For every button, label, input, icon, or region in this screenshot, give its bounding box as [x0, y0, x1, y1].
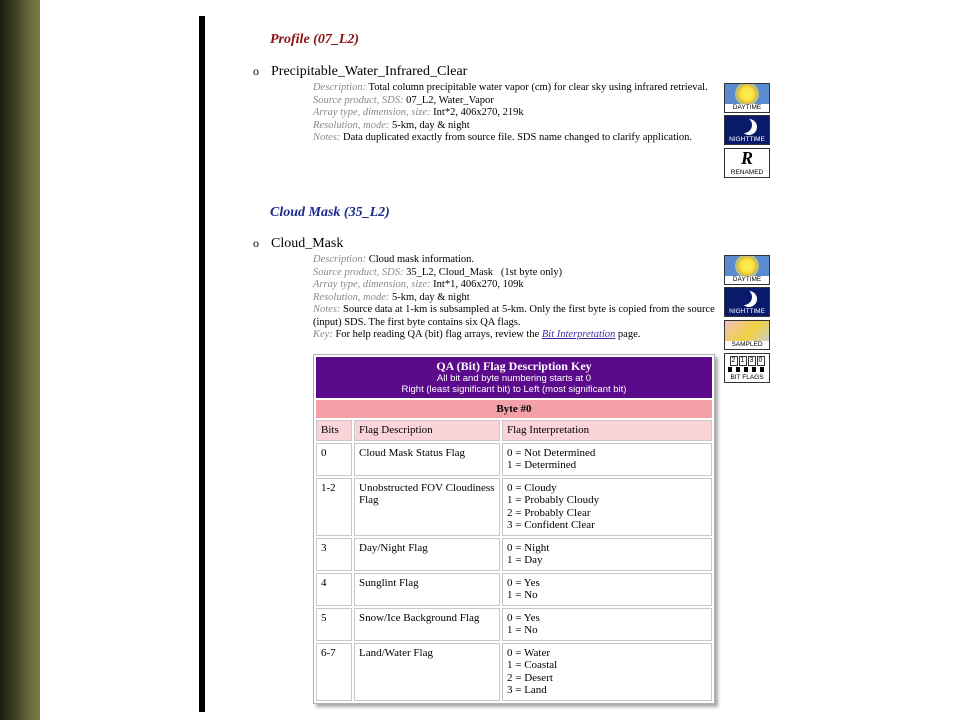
item-details-profile	[313, 82, 718, 145]
notes-text: Source data at 1-km is subsampled at 5-km. Only the first byte is copied from the source (input) SDS. The first byte contains six QA flags.	[313, 304, 715, 328]
interpretation-line: 1 = No	[507, 589, 538, 601]
table-row	[316, 608, 712, 641]
interpretation-line: 1 = No	[507, 624, 538, 636]
source-text: 35_L2, Cloud_Mask (1st byte only)	[406, 266, 563, 278]
bits-cell: 3	[316, 538, 352, 571]
interpretation-line: 0 = Cloudy	[507, 481, 557, 494]
moon-icon	[736, 117, 752, 133]
list-item-precipitable-water	[253, 64, 467, 80]
source-label: Source product, SDS:	[313, 266, 404, 278]
interpretation-line: 1 = Day	[507, 554, 543, 566]
qa-table-subtitle: All bit and byte numbering starts at 0	[436, 372, 592, 384]
description-text: Total column precipitable water vapor (cm) for clear sky using infrared retrieval.	[368, 82, 708, 93]
flag-description-cell: Land/Water Flag	[354, 643, 500, 701]
bits-cell: 4	[316, 573, 352, 606]
interpretation-line: 0 = Not Determined	[507, 446, 596, 459]
vertical-divider	[199, 16, 205, 712]
interpretation-line: 3 = Land	[507, 684, 547, 696]
flag-interpretation-cell	[502, 643, 712, 701]
bullet-icon: o	[253, 236, 259, 250]
table-row	[316, 538, 712, 571]
bits-cell: 0	[316, 443, 352, 476]
description-label: Description:	[313, 82, 367, 93]
sampled-icon: SAMPLED	[724, 320, 770, 350]
description-text: Cloud mask information.	[368, 254, 474, 265]
table-row	[316, 643, 712, 701]
interpretation-line: 0 = Night	[507, 541, 550, 554]
nighttime-icon: NIGHTTIME	[724, 287, 770, 317]
interpretation-line: 1 = Probably Cloudy	[507, 494, 600, 506]
bit-flags-icon: 2 1 3 0 BIT FLAGS	[724, 353, 770, 383]
flag-interpretation-cell	[502, 573, 712, 606]
flag-interpretation-cell	[502, 478, 712, 536]
bits-cell: 6-7	[316, 643, 352, 701]
key-text-end: page.	[617, 329, 641, 340]
table-row	[316, 443, 712, 476]
qa-table-title: QA (Bit) Flag Description Key	[436, 359, 592, 373]
source-text: 07_L2, Water_Vapor	[406, 94, 494, 106]
array-text: Int*1, 406x270, 109k	[433, 279, 524, 290]
byte-label: Byte #0	[316, 400, 712, 419]
table-row	[316, 573, 712, 606]
resolution-text: 5-km, day & night	[392, 119, 470, 131]
interpretation-line: 2 = Probably Clear	[507, 506, 591, 519]
bit-interpretation-link[interactable]: Bit Interpretation	[541, 329, 616, 340]
sun-icon	[738, 257, 756, 275]
flag-interpretation-cell	[502, 608, 712, 641]
flag-description-cell: Day/Night Flag	[354, 538, 500, 571]
qa-table-header	[316, 357, 712, 398]
bullet-icon: o	[253, 64, 259, 78]
item-name: Cloud_Mask	[271, 236, 344, 251]
interpretation-line: 3 = Confident Clear	[507, 519, 595, 531]
resolution-label: Resolution, mode:	[313, 119, 390, 131]
qa-table-subtitle: Right (least significant bit) to Left (most significant bit)	[401, 383, 627, 395]
left-decorative-bar	[0, 0, 40, 720]
array-text: Int*2, 406x270, 219k	[433, 107, 524, 118]
notes-label: Notes:	[313, 304, 341, 315]
notes-text: Data duplicated exactly from source file. SDS name changed to clarify application.	[343, 132, 693, 143]
flag-interpretation-cell	[502, 443, 712, 476]
interpretation-line: 0 = Water	[507, 646, 550, 659]
resolution-text: 5-km, day & night	[392, 291, 470, 303]
flag-description-cell: Sunglint Flag	[354, 573, 500, 606]
daytime-icon: DAYTIME	[724, 83, 770, 113]
column-header: Flag Description	[354, 420, 500, 441]
source-label: Source product, SDS:	[313, 94, 404, 106]
item-details-cloud-mask	[313, 254, 718, 342]
bits-cell: 1-2	[316, 478, 352, 536]
list-item-cloud-mask	[253, 236, 343, 252]
notes-label: Notes:	[313, 132, 341, 143]
flag-description-cell: Snow/Ice Background Flag	[354, 608, 500, 641]
array-label: Array type, dimension, size:	[313, 107, 431, 118]
table-row	[316, 478, 712, 536]
section-title-profile: Profile (07_L2)	[270, 32, 360, 47]
array-label: Array type, dimension, size:	[313, 279, 431, 290]
flag-description-cell: Cloud Mask Status Flag	[354, 443, 500, 476]
item-name: Precipitable_Water_Infrared_Clear	[271, 64, 468, 79]
section-title-cloud-mask: Cloud Mask (35_L2)	[270, 205, 390, 220]
moon-icon	[736, 289, 752, 305]
interpretation-line: 1 = Coastal	[507, 659, 558, 671]
key-label: Key:	[313, 329, 333, 340]
qa-flag-table	[313, 354, 715, 704]
interpretation-line: 0 = Yes	[507, 576, 540, 589]
flag-description-cell: Unobstructed FOV Cloudiness Flag	[354, 478, 500, 536]
renamed-icon: R RENAMED	[724, 148, 770, 178]
column-header: Bits	[316, 420, 352, 441]
interpretation-line: 1 = Determined	[507, 459, 577, 471]
bits-cell: 5	[316, 608, 352, 641]
key-text: For help reading QA (bit) flag arrays, review the	[335, 329, 540, 340]
interpretation-line: 2 = Desert	[507, 671, 553, 684]
sun-icon	[738, 85, 756, 103]
column-header: Flag Interpretation	[502, 420, 712, 441]
daytime-icon: DAYTIME	[724, 255, 770, 285]
resolution-label: Resolution, mode:	[313, 291, 390, 303]
flag-interpretation-cell	[502, 538, 712, 571]
nighttime-icon: NIGHTTIME	[724, 115, 770, 145]
interpretation-line: 0 = Yes	[507, 611, 540, 624]
description-label: Description:	[313, 254, 367, 265]
